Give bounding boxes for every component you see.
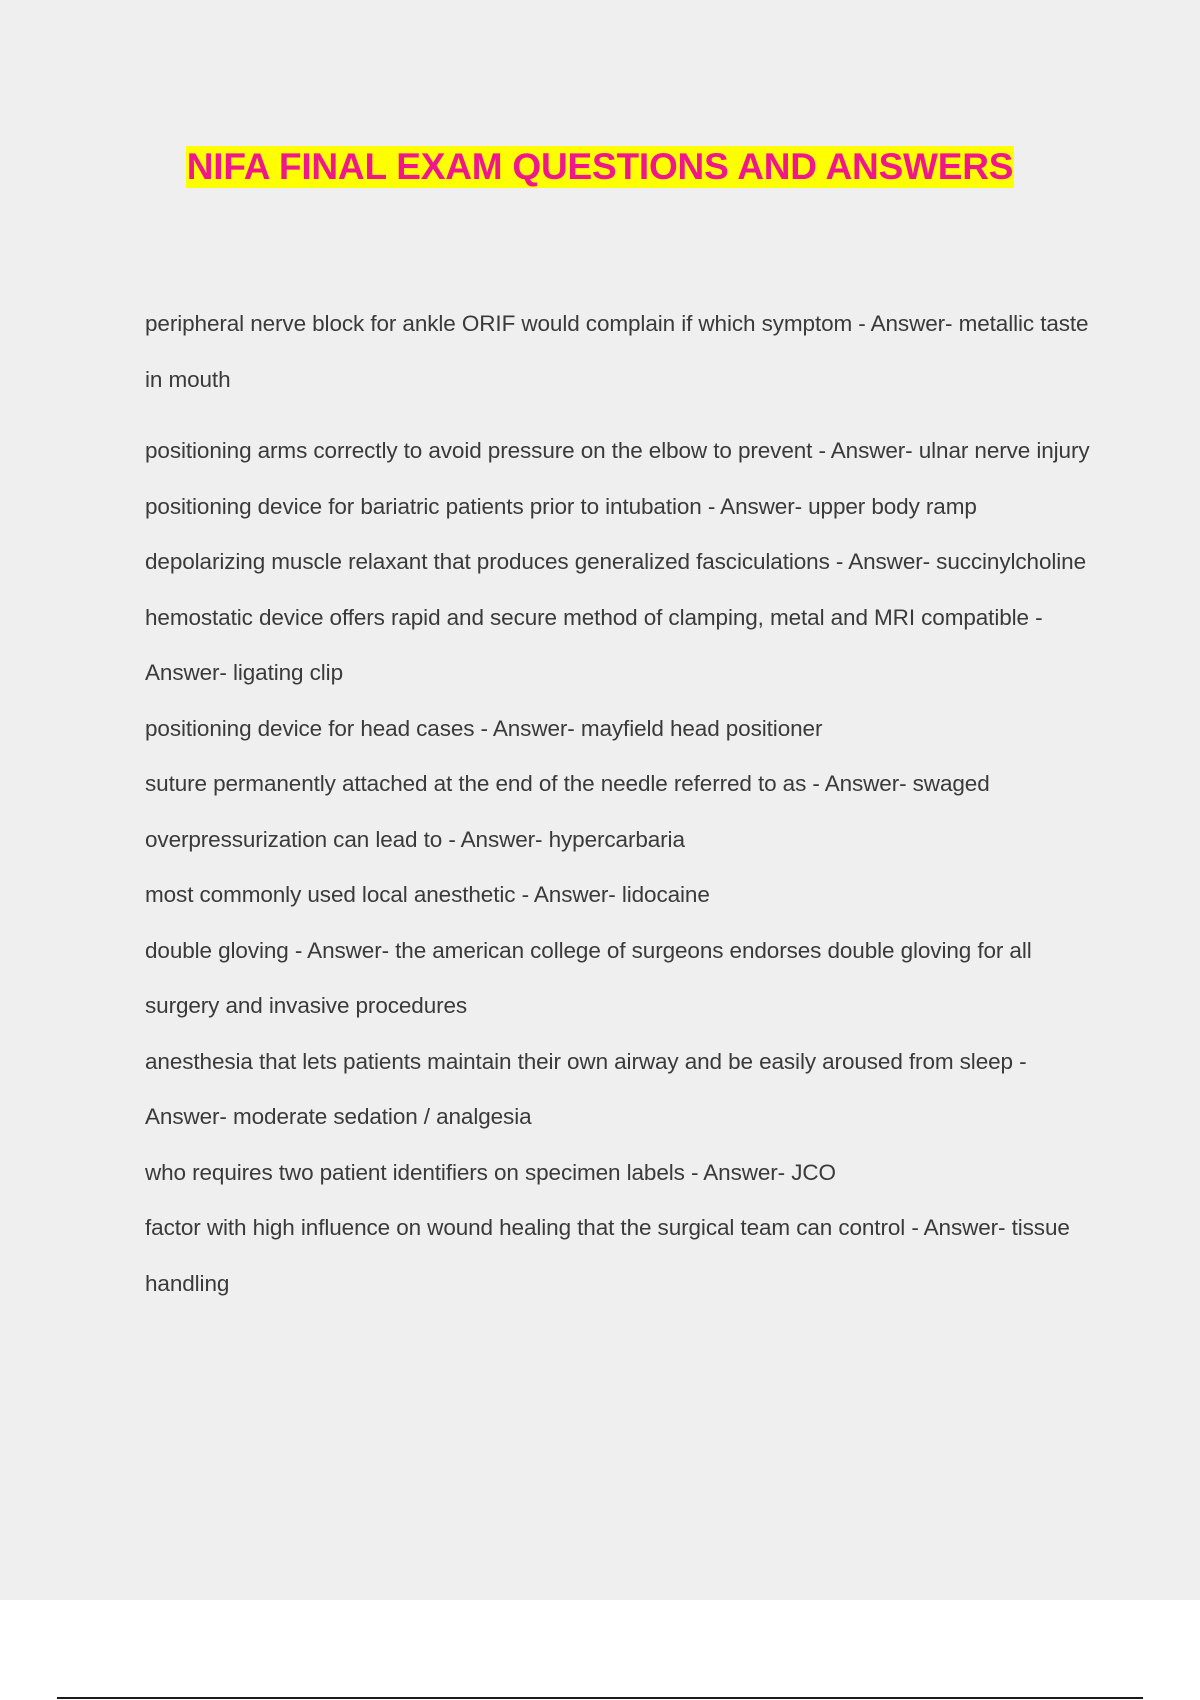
footer-divider bbox=[57, 1697, 1143, 1699]
qa-item: hemostatic device offers rapid and secure method of clamping, metal and MRI compatible - Answer- ligating clip bbox=[145, 604, 1043, 685]
qa-item: anesthesia that lets patients maintain their own airway and be easily aroused from sleep - Answer- moderate sedation / analgesia bbox=[145, 1048, 1027, 1129]
qa-item: most commonly used local anesthetic - Answer- lidocaine bbox=[145, 882, 710, 907]
qa-item: double gloving - Answer- the american college of surgeons endorses double gloving for all surgery and invasive procedures bbox=[145, 937, 1032, 1018]
document-title: NIFA FINAL EXAM QUESTIONS AND ANSWERS bbox=[186, 146, 1014, 187]
qa-item: positioning device for bariatric patients prior to intubation - Answer- upper body ramp bbox=[145, 493, 977, 519]
qa-item: suture permanently attached at the end of the needle referred to as - Answer- swaged bbox=[145, 771, 990, 796]
qa-list bbox=[145, 296, 1095, 1311]
qa-item: positioning device for head cases - Answer- mayfield head positioner bbox=[145, 715, 823, 741]
title-wrapper bbox=[0, 146, 1200, 188]
qa-item: positioning arms correctly to avoid pressure on the elbow to prevent - Answer- ulnar nerve injury bbox=[145, 438, 1090, 463]
qa-item: factor with high influence on wound healing that the surgical team can control - Answer- tissue handling bbox=[145, 1215, 1070, 1296]
qa-item: overpressurization can lead to - Answer- hypercarbaria bbox=[145, 826, 685, 852]
qa-item: depolarizing muscle relaxant that produces generalized fasciculations - Answer- succinylcholine bbox=[145, 549, 1086, 574]
qa-item: who requires two patient identifiers on specimen labels - Answer- JCO bbox=[145, 1159, 836, 1185]
qa-item: peripheral nerve block for ankle ORIF would complain if which symptom - Answer- metallic taste in mouth bbox=[145, 311, 1089, 392]
